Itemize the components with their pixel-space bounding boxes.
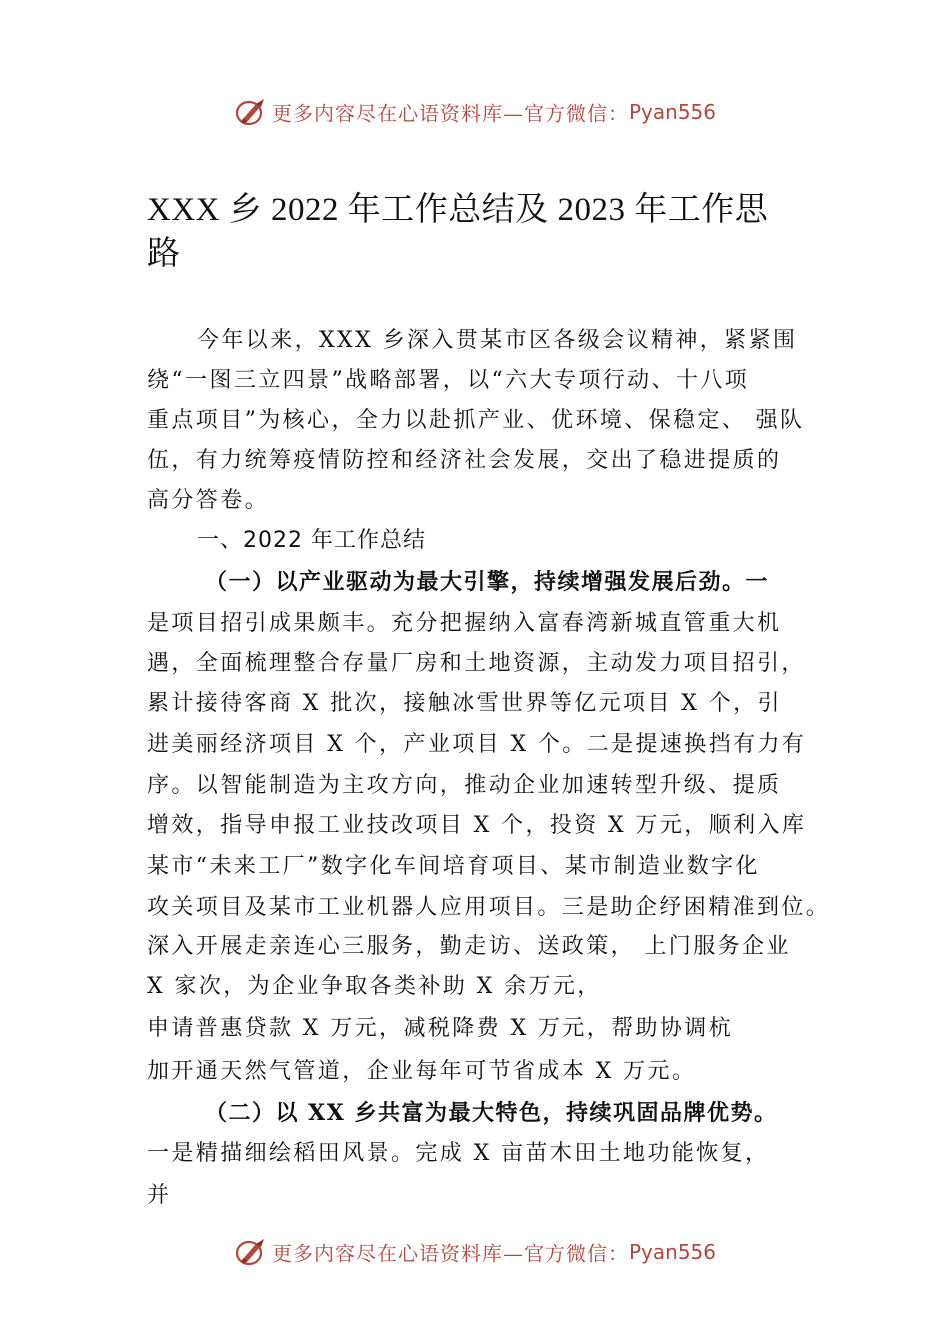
paragraph-line: 绕“一图三立四景”战略部署，以“六大专项行动、十八项 <box>147 368 750 393</box>
section-heading: 一、2022 年工作总结 <box>197 528 426 553</box>
watermark-wechat-id: Pyan556 <box>628 1240 716 1264</box>
watermark-text: 更多内容尽在心语资料库—官方微信： <box>271 101 629 126</box>
watermark-text: 更多内容尽在心语资料库—官方微信： <box>271 1241 629 1266</box>
paragraph-line: 重点项目”为核心，全力以赴抓产业、优环境、保稳定、 强队 <box>147 408 805 433</box>
paragraph-line: 某市“未来工厂”数字化车间培育项目、某市制造业数字化 <box>147 854 760 879</box>
footer-watermark <box>0 1236 950 1268</box>
subsection-heading-line: （二）以 XX 乡共富为最大特色，持续巩固品牌优势。 <box>205 1100 778 1126</box>
pen-logo-icon <box>234 96 270 128</box>
paragraph-line: 一是精描细绘稻田风景。完成 X 亩苗木田土地功能恢复， <box>147 1141 770 1166</box>
paragraph-line: 今年以来，XXX 乡深入贯某市区各级会议精神，紧紧围 <box>197 328 798 353</box>
paragraph-line: 是项目招引成果颇丰。充分把握纳入富春湾新城直管重大机 <box>147 611 782 636</box>
title-line-2: 路 <box>147 236 181 272</box>
paragraph-line: 高分答卷。 <box>147 488 270 513</box>
paragraph-line: 深入开展走亲连心三服务，勤走访、送政策， 上门服务企业 <box>147 934 791 959</box>
paragraph-line: 累计接待客商 X 批次，接触冰雪世界等亿元项目 X 个，引 <box>147 691 782 716</box>
paragraph-line: 序。以智能制造为主攻方向，推动企业加速转型升级、提质 <box>147 773 782 798</box>
paragraph-line: 申请普惠贷款 X 万元，减税降费 X 万元，帮助协调杭 <box>147 1016 734 1041</box>
paragraph-line: 加开通天然气管道，企业每年可节省成本 X 万元。 <box>147 1059 697 1084</box>
paragraph-line: 增效，指导申报工业技改项目 X 个，投资 X 万元，顺利入库 <box>147 813 807 838</box>
paragraph-line: 并 <box>147 1183 172 1208</box>
title-line-1: XXX 乡 2022 年工作总结及 2023 年工作思 <box>147 192 769 228</box>
paragraph-line: X 家次，为企业争取各类补助 X 余万元， <box>147 974 602 999</box>
paragraph-line: 攻关项目及某市工业机器人应用项目。三是助企纾困精准到位。 <box>147 895 831 920</box>
watermark-wechat-id: Pyan556 <box>628 100 716 124</box>
subsection-heading-line: （一）以产业驱动为最大引擎，持续增强发展后劲。一 <box>205 569 770 595</box>
header-watermark <box>0 96 950 128</box>
pen-logo-icon <box>234 1236 270 1268</box>
paragraph-line: 进美丽经济项目 X 个，产业项目 X 个。二是提速换挡有力有 <box>147 732 807 757</box>
paragraph-line: 伍，有力统筹疫情防控和经济社会发展，交出了稳进提质的 <box>147 448 782 473</box>
paragraph-line: 遇，全面梳理整合存量厂房和土地资源，主动发力项目招引， <box>147 651 806 676</box>
document-title <box>147 188 827 276</box>
